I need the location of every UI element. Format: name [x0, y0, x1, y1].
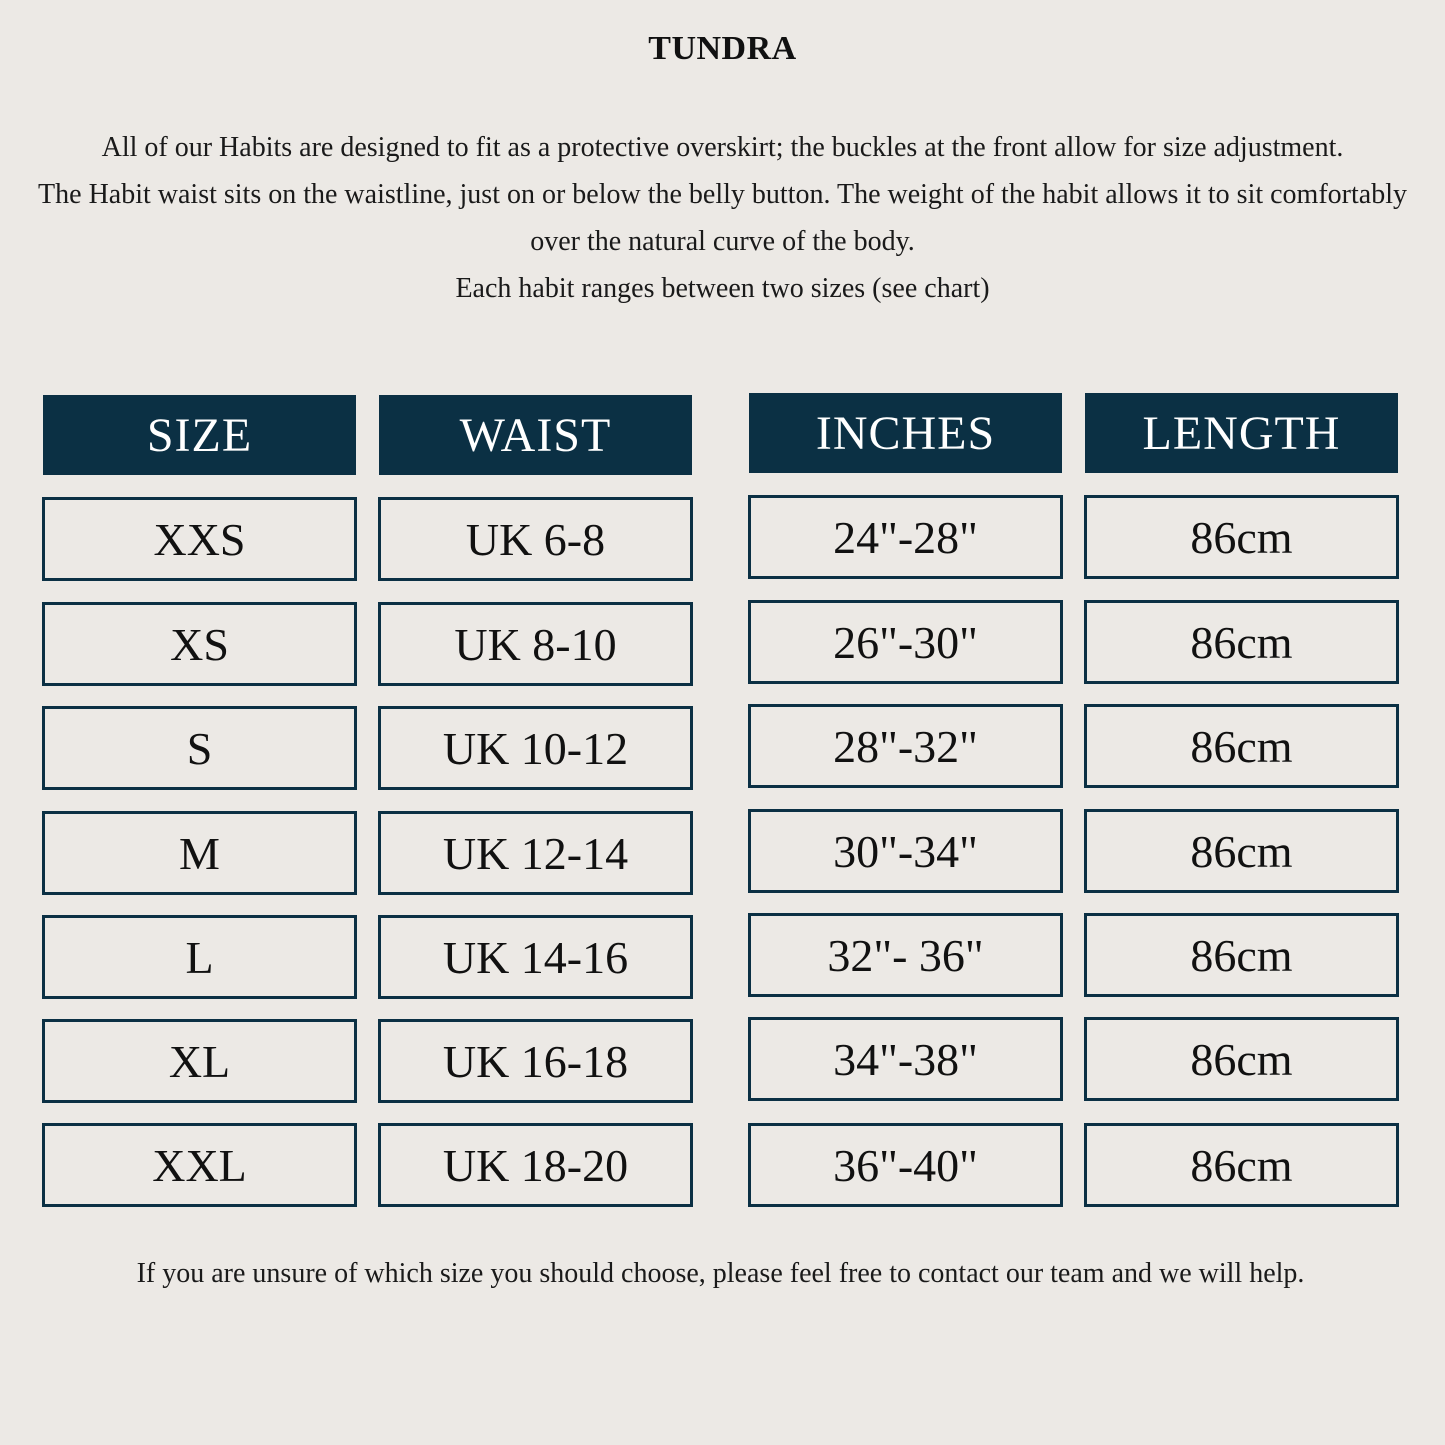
cell-inches: 32"- 36" — [748, 913, 1063, 997]
cell-size: XXL — [42, 1123, 357, 1207]
page-title: TUNDRA — [648, 30, 797, 67]
cell-waist: UK 16-18 — [378, 1019, 693, 1103]
cell-inches: 26"-30" — [748, 600, 1063, 684]
cell-waist: UK 8-10 — [378, 602, 693, 686]
cell-length: 86cm — [1084, 1123, 1399, 1207]
cell-waist: UK 12-14 — [378, 811, 693, 895]
cell-inches: 24"-28" — [748, 495, 1063, 579]
intro-paragraph-range: Each habit ranges between two sizes (see chart) — [455, 273, 990, 304]
cell-size: XL — [42, 1019, 357, 1103]
cell-length: 86cm — [1084, 704, 1399, 788]
cell-length: 86cm — [1084, 913, 1399, 997]
cell-waist: UK 18-20 — [378, 1123, 693, 1207]
header-waist: WAIST — [379, 395, 692, 475]
cell-length: 86cm — [1084, 495, 1399, 579]
cell-size: L — [42, 915, 357, 999]
cell-waist: UK 14-16 — [378, 915, 693, 999]
cell-waist: UK 6-8 — [378, 497, 693, 581]
cell-length: 86cm — [1084, 1017, 1399, 1101]
header-length: LENGTH — [1085, 393, 1398, 473]
cell-waist: UK 10-12 — [378, 706, 693, 790]
cell-length: 86cm — [1084, 600, 1399, 684]
cell-size: M — [42, 811, 357, 895]
cell-length: 86cm — [1084, 809, 1399, 893]
header-inches: INCHES — [749, 393, 1062, 473]
cell-inches: 36"-40" — [748, 1123, 1063, 1207]
header-size: SIZE — [43, 395, 356, 475]
help-note: If you are unsure of which size you should choose, please feel free to contact our team and we will help. — [136, 1258, 1305, 1289]
cell-size: XXS — [42, 497, 357, 581]
cell-inches: 30"-34" — [748, 809, 1063, 893]
cell-inches: 34"-38" — [748, 1017, 1063, 1101]
intro-paragraph-fit: All of our Habits are designed to fit as a protective overskirt; the buckles at the front allow for size adjustment. — [101, 132, 1344, 163]
intro-paragraph-waist: The Habit waist sits on the waistline, just on or below the belly button. The weight of the habit allows it to sit comfortably over the natural curve of the body. — [38, 179, 1407, 257]
cell-inches: 28"-32" — [748, 704, 1063, 788]
cell-size: S — [42, 706, 357, 790]
intro-text — [30, 124, 1415, 312]
cell-size: XS — [42, 602, 357, 686]
